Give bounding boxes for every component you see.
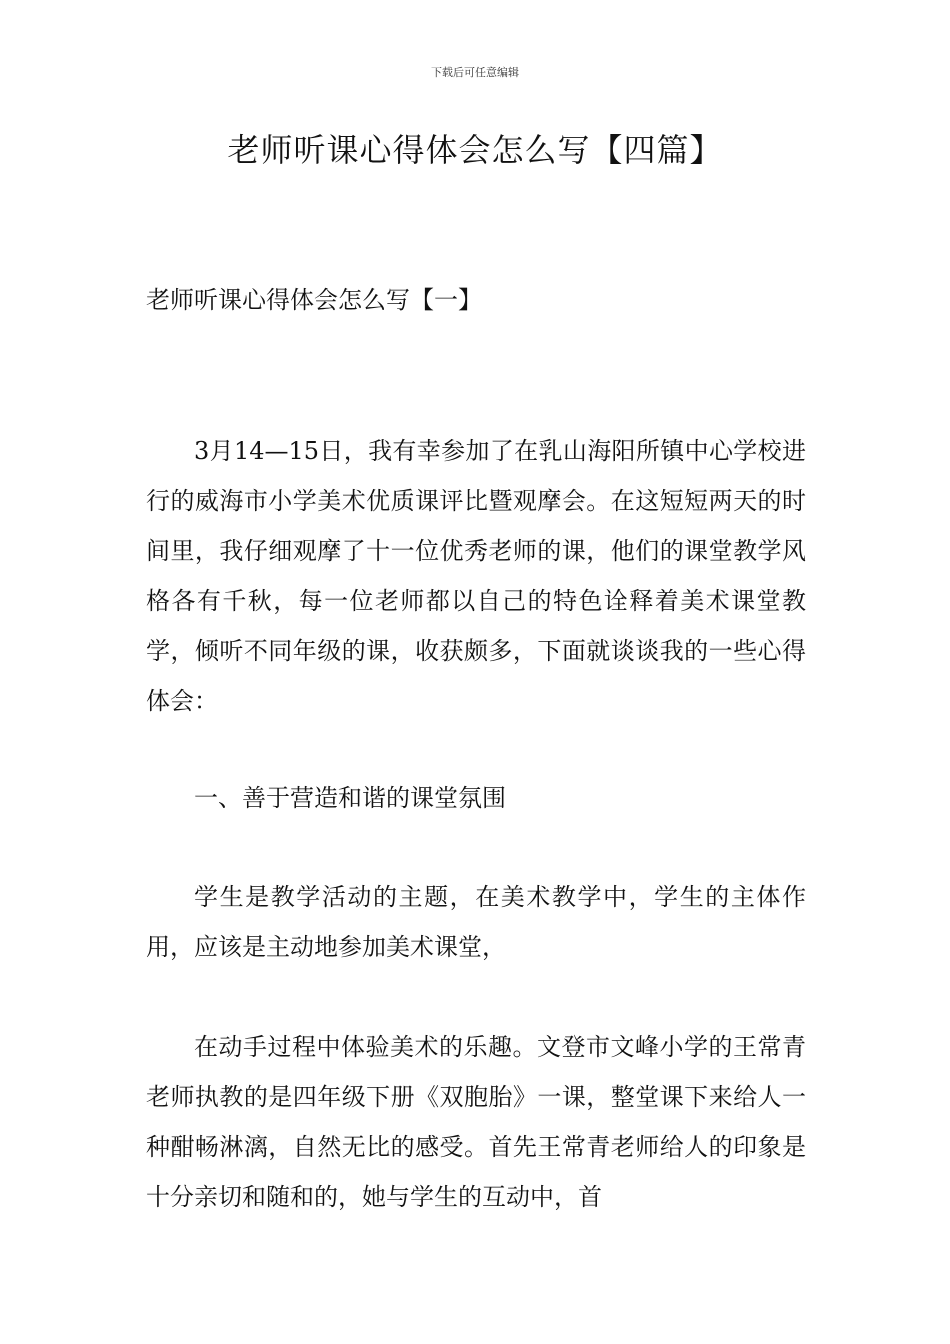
paragraph-example-lesson: 在动手过程中体验美术的乐趣。文登市文峰小学的王常青老师执教的是四年级下册《双胞胎》一课，整堂课下来给人一种酣畅淋漓，自然无比的感受。首先王常青老师给人的印象是十分亲切和随和的，她与学生的互动中，首 [146, 1033, 806, 1211]
sub-heading-1: 一、善于营造和谐的课堂氛围 [194, 784, 506, 812]
paragraph-intro: 3月14—15日，我有幸参加了在乳山海阳所镇中心学校进行的威海市小学美术优质课评比暨观摩会。在这短短两天的时间里，我仔细观摩了十一位优秀老师的课，他们的课堂教学风格各有千秋，每一位老师都以自己的特色诠释着美术课堂教学，倾听不同年级的课，收获颇多，下面就谈谈我的一些心得体会： [146, 437, 806, 715]
paragraph-student-role: 学生是教学活动的主题，在美术教学中，学生的主体作用，应该是主动地参加美术课堂， [146, 883, 806, 961]
document-title: 老师听课心得体会怎么写【四篇】 [227, 131, 723, 169]
section-heading: 老师听课心得体会怎么写【一】 [146, 286, 482, 314]
header-note: 下载后可任意编辑 [431, 66, 519, 79]
